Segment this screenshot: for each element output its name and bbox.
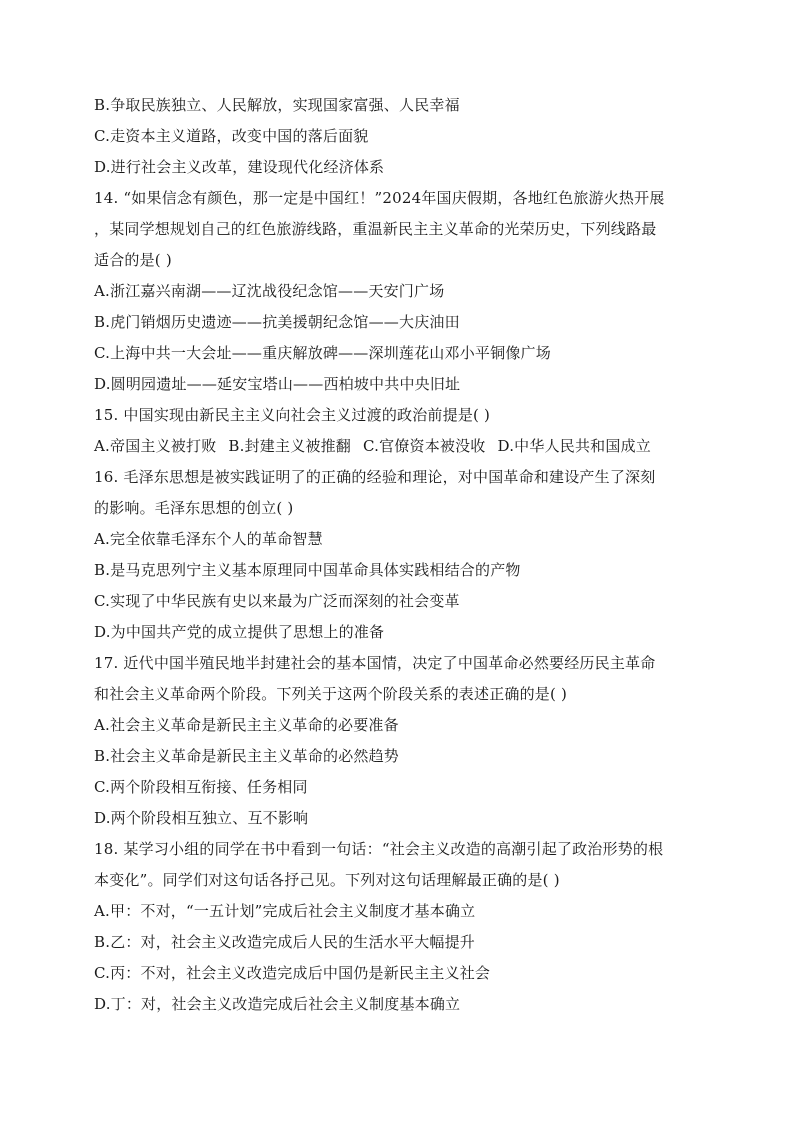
- prev-question-options: [94, 90, 706, 183]
- question-15: [94, 400, 706, 462]
- option-d: D.丁：对，社会主义改造完成后社会主义制度基本确立: [94, 995, 461, 1013]
- option-b: B.争取民族独立、人民解放，实现国家富强、人民幸福: [94, 96, 460, 114]
- question-16: [94, 462, 706, 648]
- option-c: C.两个阶段相互衔接、任务相同: [94, 778, 308, 796]
- inline-options: [94, 431, 706, 462]
- question-14: [94, 183, 706, 400]
- question-stem: 本变化”。同学们对这句话各抒己见。下列对这句话理解最正确的是( ): [94, 871, 560, 889]
- option-d: D.为中国共产党的成立提供了思想上的准备: [94, 623, 385, 641]
- question-stem: ，某同学想规划自己的红色旅游线路，重温新民主主义革命的光荣历史，下列线路最: [94, 220, 657, 238]
- exam-page: [94, 90, 706, 1020]
- option-b: B.虎门销烟历史遗迹——抗美援朝纪念馆——大庆油田: [94, 313, 460, 331]
- option-a: A.帝国主义被打败: [94, 437, 217, 455]
- option-c: C.走资本主义道路，改变中国的落后面貌: [94, 127, 369, 145]
- question-17: [94, 648, 706, 834]
- option-d: D.两个阶段相互独立、互不影响: [94, 809, 309, 827]
- question-stem: 17. 近代中国半殖民地半封建社会的基本国情，决定了中国革命必然要经历民主革命: [94, 654, 656, 672]
- question-18: [94, 834, 706, 1020]
- option-c: C.丙：不对，社会主义改造完成后中国仍是新民主主义社会: [94, 964, 491, 982]
- option-d: D.进行社会主义改革，建设现代化经济体系: [94, 158, 385, 176]
- option-d: D.中华人民共和国成立: [497, 437, 651, 455]
- option-b: B.社会主义革命是新民主主义革命的必然趋势: [94, 747, 399, 765]
- question-stem: 18. 某学习小组的同学在书中看到一句话：“社会主义改造的高潮引起了政治形势的根: [94, 840, 664, 858]
- option-b: B.是马克思列宁主义基本原理同中国革命具体实践相结合的产物: [94, 561, 521, 579]
- question-stem: 16. 毛泽东思想是被实践证明了的正确的经验和理论，对中国革命和建设产生了深刻: [94, 468, 656, 486]
- option-c: C.上海中共一大会址——重庆解放碑——深圳莲花山邓小平铜像广场: [94, 344, 551, 362]
- option-c: C.实现了中华民族有史以来最为广泛而深刻的社会变革: [94, 592, 460, 610]
- option-b: B.封建主义被推翻: [228, 437, 351, 455]
- option-b: B.乙：对，社会主义改造完成后人民的生活水平大幅提升: [94, 933, 475, 951]
- question-stem: 和社会主义革命两个阶段。下列关于这两个阶段关系的表述正确的是( ): [94, 685, 568, 703]
- option-a: A.甲：不对，“一五计划”完成后社会主义制度才基本确立: [94, 902, 476, 920]
- option-d: D.圆明园遗址——延安宝塔山——西柏坡中共中央旧址: [94, 375, 461, 393]
- option-a: A.社会主义革命是新民主主义革命的必要准备: [94, 716, 399, 734]
- question-stem: 15. 中国实现由新民主主义向社会主义过渡的政治前提是( ): [94, 406, 491, 424]
- question-stem: 适合的是( ): [94, 251, 172, 269]
- question-stem: 的影响。毛泽东思想的创立( ): [94, 499, 294, 517]
- option-c: C.官僚资本被没收: [363, 437, 486, 455]
- option-a: A.浙江嘉兴南湖——辽沈战役纪念馆——天安门广场: [94, 282, 445, 300]
- option-a: A.完全依靠毛泽东个人的革命智慧: [94, 530, 323, 548]
- question-stem: 14. “如果信念有颜色，那一定是中国红！”2024年国庆假期，各地红色旅游火热开展: [94, 189, 665, 207]
